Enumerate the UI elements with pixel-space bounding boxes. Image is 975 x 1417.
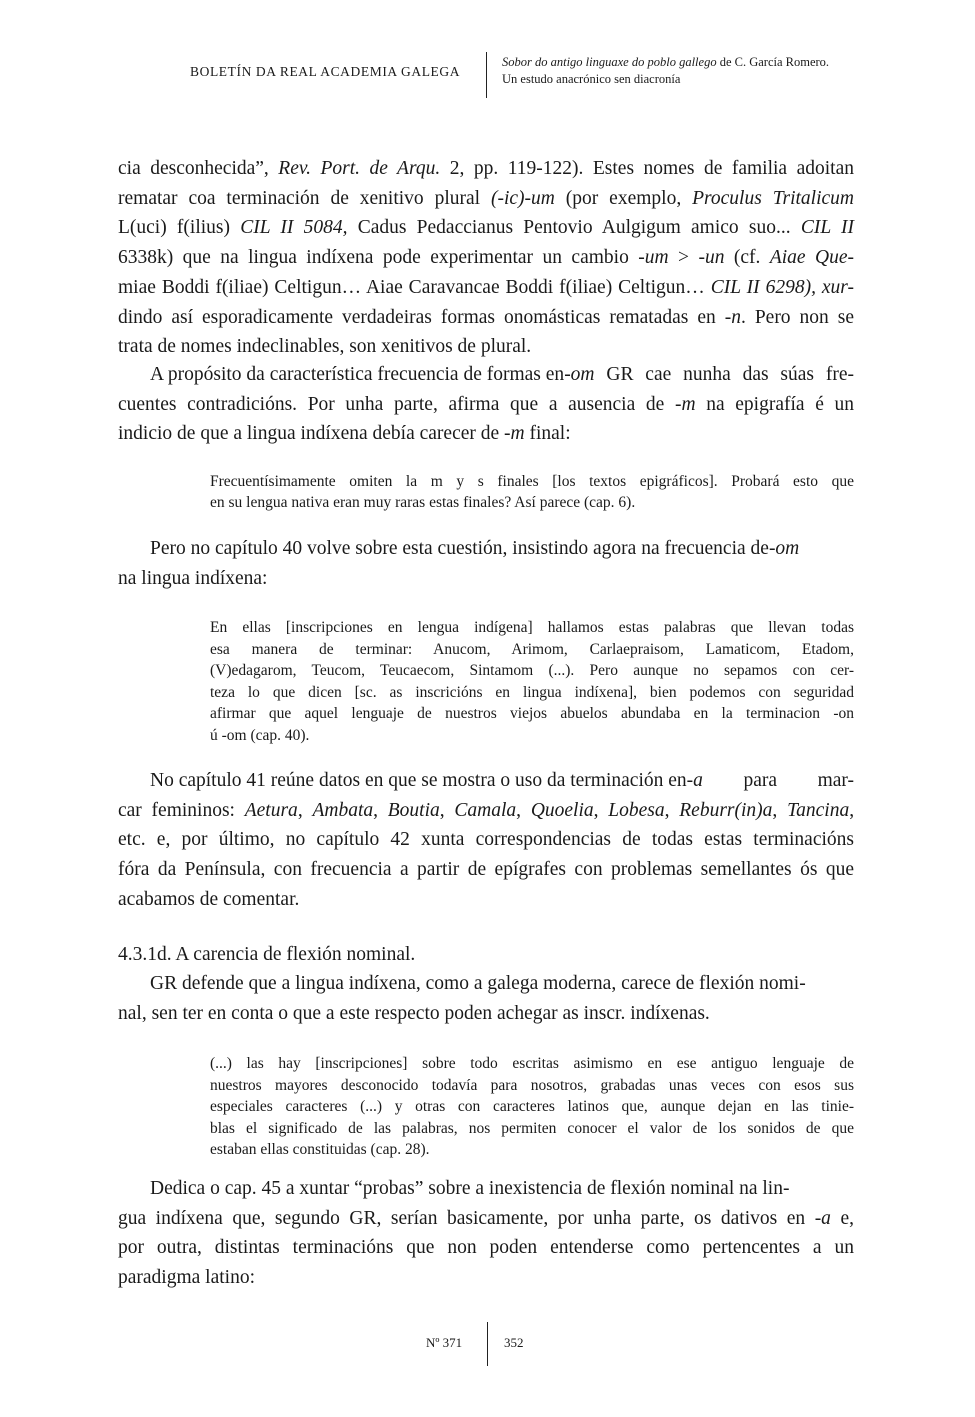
block-quote-2-line: teza lo que dicen [sc. as inscricións en lingua indíxena], bien podemos con seguridad <box>210 683 854 701</box>
paragraph-6-line: Dedica o cap. 45 a xuntar “probas” sobre a inexistencia de flexión nominal na lin- <box>150 1178 790 1199</box>
block-quote-2-line: ú -om (cap. 40). <box>210 726 310 744</box>
block-quote-2-line: En ellas [inscripciones en lengua indígena] hallamos estas palabras que llevan todas <box>210 619 854 636</box>
paragraph-5-line: GR defende que a lingua indíxena, como a galega moderna, carece de flexión nomi- <box>150 973 806 994</box>
block-quote-3-line: nuestros mayores desconocido todavía para nosotros, grabadas unas veces con esos sus <box>210 1076 854 1094</box>
paragraph-2-line: A propósito da característica frecuencia de formas en-om GR cae nunha das súas fre- <box>150 364 854 385</box>
paragraph-4-line: acabamos de comentar. <box>118 889 300 910</box>
paragraph-5-line: nal, sen ter en conta o que a este respecto poden achegar as inscr. indíxenas. <box>118 1003 710 1024</box>
block-quote-3-line: estaban ellas constituidas (cap. 28). <box>210 1141 430 1158</box>
paragraph-4-line: etc. e, por último, no capítulo 42 xunta correspondencias de todas estas terminacións <box>118 829 854 850</box>
block-quote-1-line: en su lengua nativa eran muy raras estas finales? Así parece (cap. 6). <box>210 494 636 511</box>
block-quote-2-line: esa manera de terminar: Anucom, Arimom, Carlaepraisom, Lamaticom, Etadom, <box>210 640 854 658</box>
paragraph-1-line: cia desconhecida”, Rev. Port. de Arqu. 2, pp. 119-122). Estes nomes de familia adoitan <box>118 158 854 179</box>
paragraph-3-line: Pero no capítulo 40 volve sobre esta cuestión, insistindo agora na frecuencia de-om <box>150 538 800 559</box>
block-quote-1-line: Frecuentísimamente omiten la m y s finales [los textos epigráficos]. Probará esto que <box>210 473 854 490</box>
section-heading: 4.3.1d. A carencia de flexión nominal. <box>118 944 416 965</box>
article-title-author: de C. García Romero. <box>716 55 830 69</box>
footer-divider <box>487 1322 488 1366</box>
block-quote-2-line: afirmar que aquel lenguaje de nuestros viejos abuelos abundaba en la terminacion -on <box>210 705 854 722</box>
paragraph-3-line: na lingua indíxena: <box>118 568 268 589</box>
paragraph-4-line: car femininos: Aetura, Ambata, Boutia, Camala, Quoelia, Lobesa, Reburr(in)a, Tancina, <box>118 800 855 821</box>
paragraph-1-line: miae Boddi f(iliae) Celtigun… Aiae Caravancae Boddi f(iliae) Celtigun… CIL II 6298), xur- <box>118 277 854 298</box>
issue-number: Nº 371 <box>426 1335 463 1350</box>
paragraph-1-line: L(uci) f(ilius) CIL II 5084, Cadus Pedaccianus Pentovio Aulgigum amico suo... CIL II <box>118 217 855 238</box>
paragraph-6-line: gua indíxena que, segundo GR, serían basicamente, por unha parte, os dativos en -a e, <box>118 1208 854 1229</box>
header-divider <box>486 52 487 98</box>
paragraph-1-line: trata de nomes indeclinables, son xenitivos de plural. <box>118 336 532 357</box>
block-quote-2-line: (V)edagarom, Teucom, Teucaecom, Sintamom (...). Pero aunque no sepamos con cer- <box>210 662 854 679</box>
paragraph-4-line: No capítulo 41 reúne datos en que se mostra o uso da terminación en-a para mar- <box>150 770 854 791</box>
block-quote-3-line: (...) las hay [inscripciones] sobre todo escritas asimismo en ese antiguo lenguaje de <box>210 1055 854 1072</box>
article-title <box>502 54 829 88</box>
block-quote-3-line: especiales caracteres (...) y otras con caracteres latinos que, aunque dejan en las tinie- <box>210 1098 854 1115</box>
journal-name: BOLETÍN DA REAL ACADEMIA GALEGA <box>190 64 461 79</box>
paragraph-2-line: cuentes contradicións. Por unha parte, afirma que a ausencia de -m na epigrafía é un <box>118 394 854 415</box>
article-title-italic: Sobor do antigo linguaxe do poblo gallego <box>502 55 717 69</box>
block-quote-3-line: blas el significado de las palabras, nos permiten conocer el valor de los sonidos de que <box>210 1119 854 1137</box>
article-subtitle: Un estudo anacrónico sen diacronía <box>502 72 681 86</box>
paragraph-6-line: paradigma latino: <box>118 1267 255 1288</box>
paragraph-6-line: por outra, distintas terminacións que non poden entenderse como pertencentes a un <box>118 1237 854 1258</box>
paragraph-1-line: rematar coa terminación de xenitivo plural (-ic)-um (por exemplo, Proculus Tritalicum <box>118 188 854 209</box>
paragraph-1-line: dindo así esporadicamente verdadeiras formas onomásticas rematadas en -n. Pero non se <box>118 307 854 328</box>
paragraph-1-line: 6338k) que na lingua indíxena pode experimentar un cambio -um > -un (cf. Aiae Que- <box>118 247 854 268</box>
paragraph-2-line: indicio de que a lingua indíxena debía carecer de -m final: <box>118 423 571 444</box>
page-number: 352 <box>504 1335 524 1350</box>
paragraph-4-line: fóra da Península, con frecuencia a partir de epígrafes con problemas semellantes ós que <box>118 859 854 880</box>
